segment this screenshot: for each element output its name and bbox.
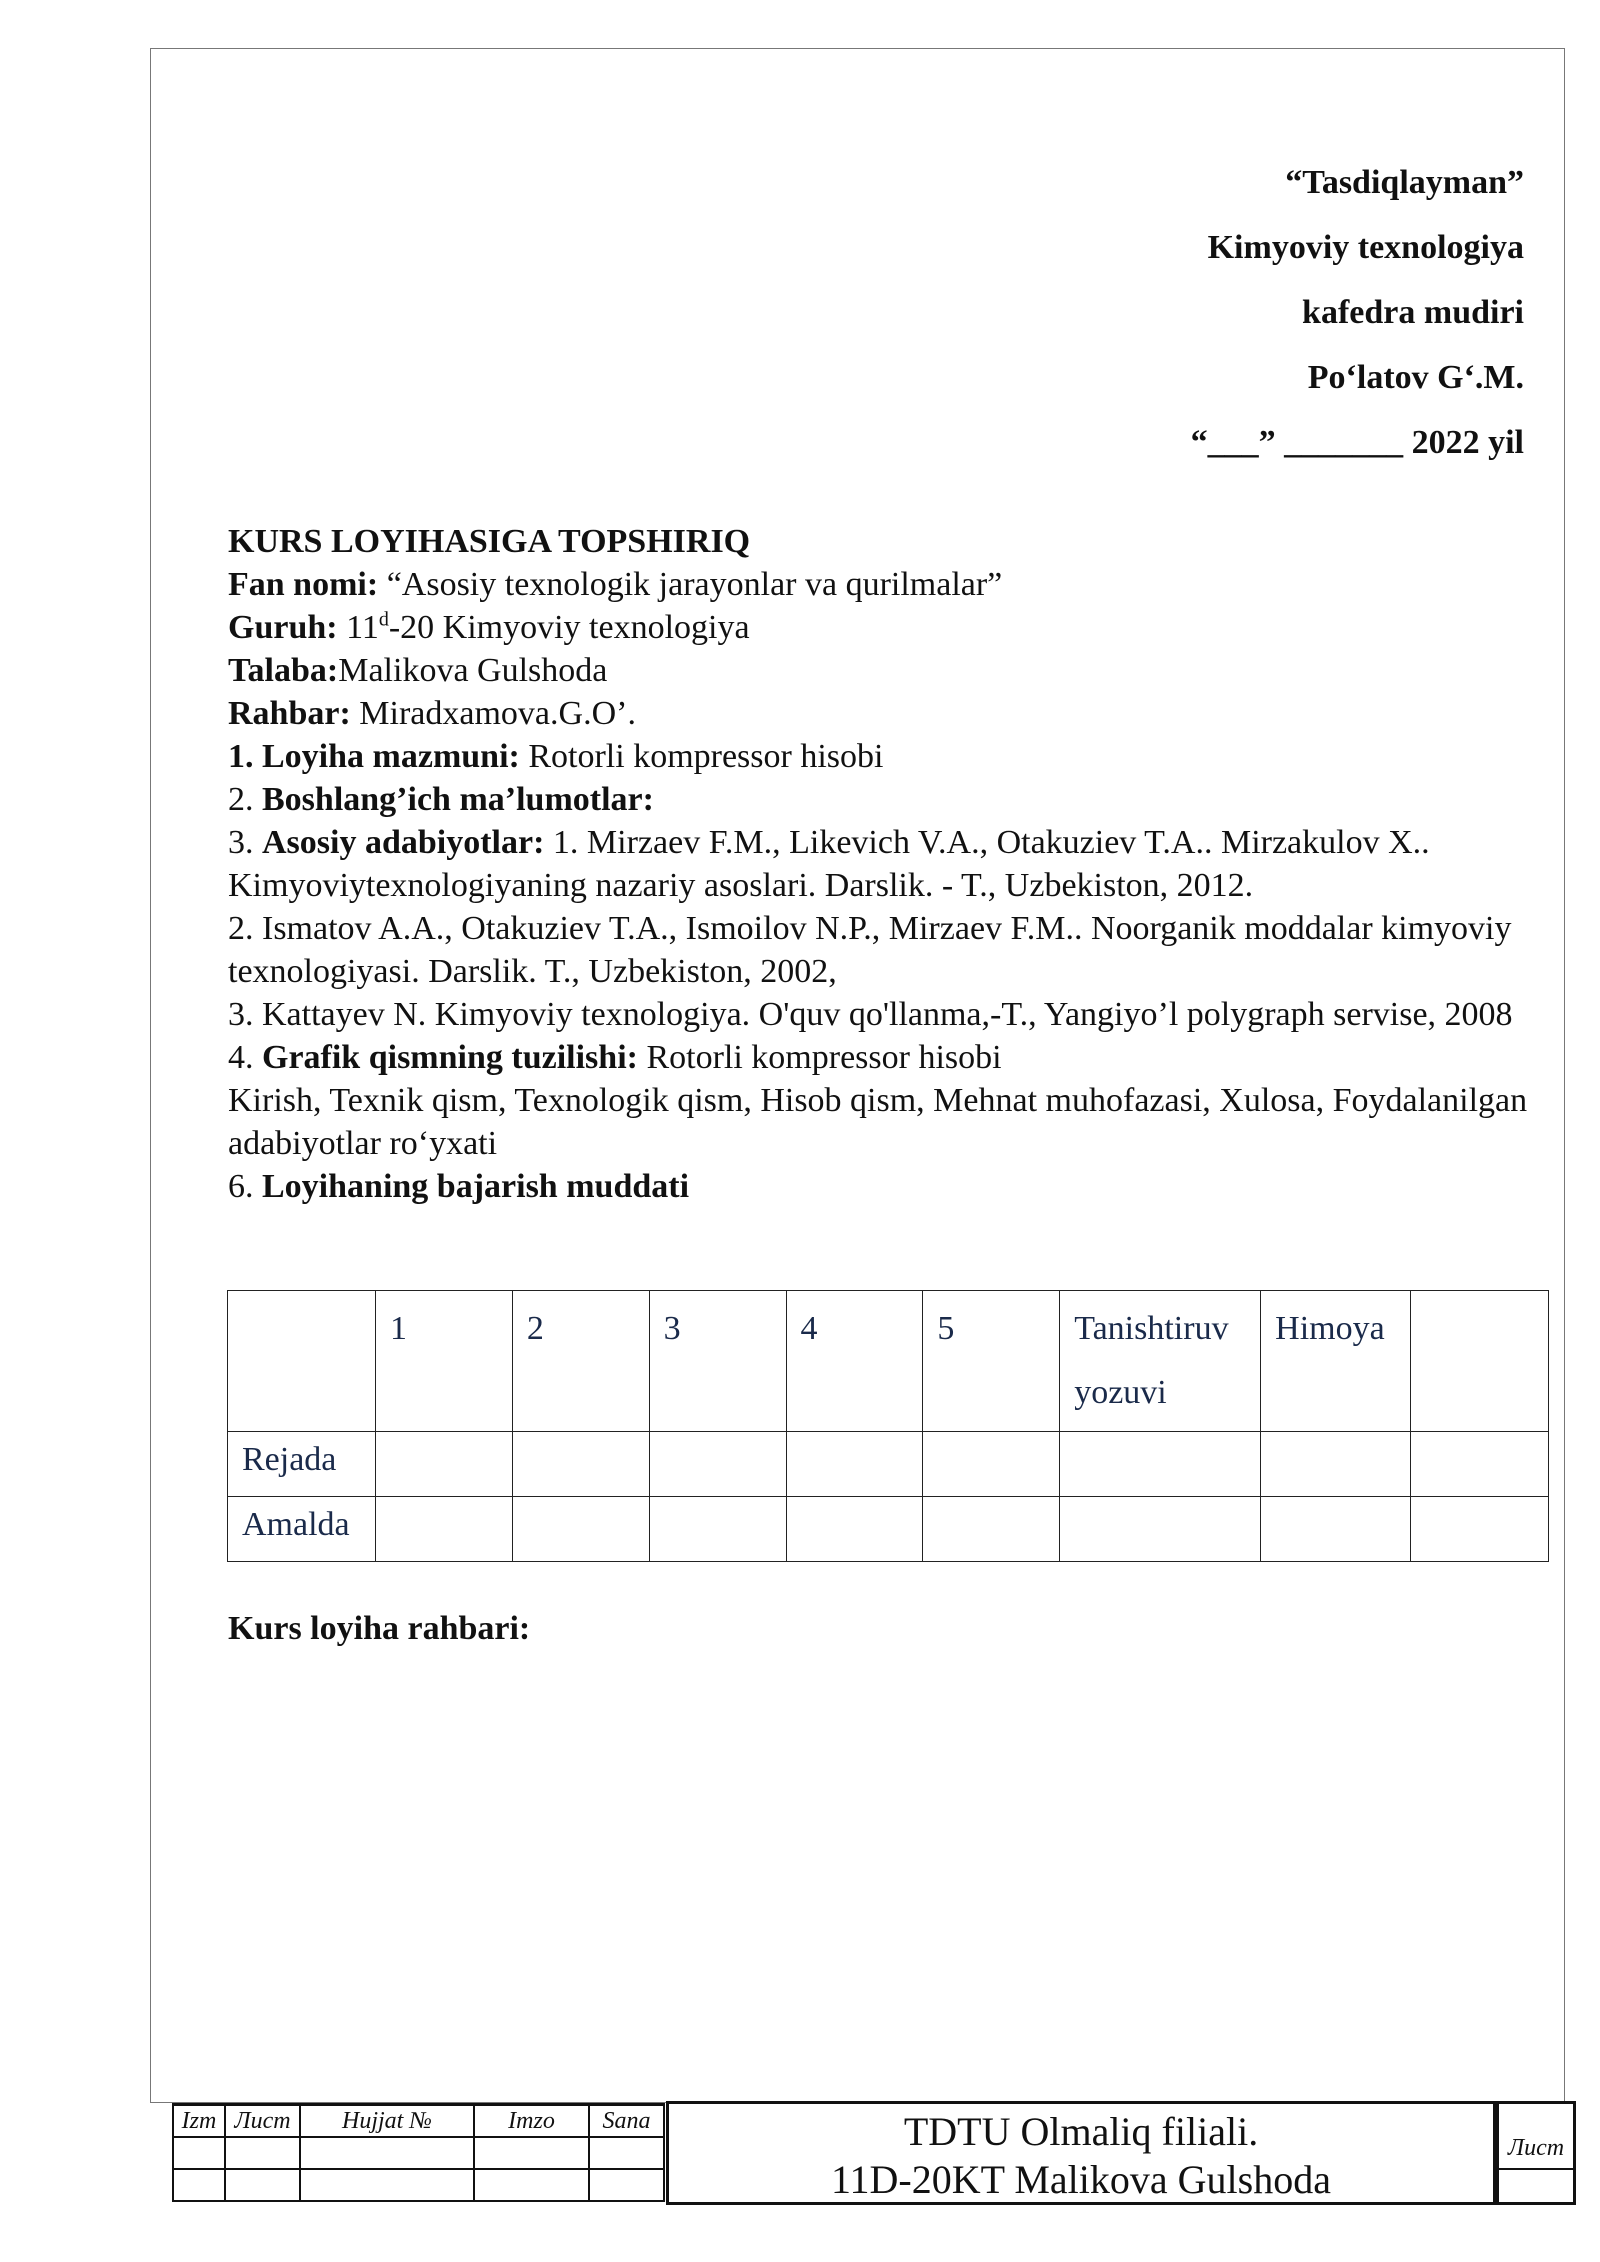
item-1-label: 1. Loyiha mazmuni: [228,738,520,775]
table-cell[interactable] [649,1432,786,1497]
item-6 [228,1165,1528,1208]
student-label: Talaba: [228,652,339,689]
student-value: Malikova Gulshoda [338,652,608,689]
item-3-label: Asosiy adabiyotlar: [262,824,545,861]
table-cell[interactable] [649,1497,786,1562]
izm-label: Izm [173,2105,225,2138]
signature-label: Imzo [474,2105,589,2138]
table-cell[interactable] [375,1497,512,1562]
table-row [228,1432,1549,1497]
table-header-cell: 3 [649,1291,786,1432]
table-header-cell [1411,1291,1549,1432]
assignment-body [228,520,1528,1208]
student-code-name: 11D-20KT Malikova Gulshoda [831,2157,1331,2202]
reference-2: 2. Ismatov A.A., Otakuziev T.A., Ismoilov N.P., Mirzaev F.M.. Noorganik moddalar kimyoviy texnologiyasi. Darslik. T., Uzbekiston, 2002, [228,910,1512,990]
table-cell[interactable] [512,1497,649,1562]
supervisor-value: Miradxamova.G.O’. [350,695,636,732]
organization-name: TDTU Olmaliq filiali. [903,2109,1259,2154]
table-cell[interactable] [786,1497,923,1562]
document-number-label: Hujjat № [300,2105,474,2138]
title-block-row [173,2137,664,2169]
item-6-num: 6. [228,1168,262,1205]
subject-label: Fan nomi: [228,566,379,603]
table-cell[interactable] [923,1497,1060,1562]
group-line [228,606,1528,649]
table-cell[interactable] [1060,1497,1261,1562]
approval-date-line: “___” _______ 2022 yil [1190,424,1524,461]
item-1 [228,735,1528,778]
schedule-table [227,1290,1549,1562]
item-3 [228,821,1528,907]
approval-line: Kimyoviy texnologiya [1207,229,1524,266]
sheet-number-label: Лист [1499,2128,1573,2170]
item-4-label: Grafik qismning tuzilishi: [262,1039,638,1076]
table-header-cell: Tanishtiruv yozuvi [1060,1291,1261,1432]
table-cell[interactable] [512,1432,649,1497]
subject-value: “Asosiy texnologik jarayonlar va qurilmalar” [378,566,1003,603]
table-header-cell: Himoya [1261,1291,1411,1432]
student-line [228,649,1528,692]
table-row [228,1497,1549,1562]
page-title: KURS LOYIHASIGA TOPSHIRIQ [228,523,751,560]
item-4 [228,1036,1528,1079]
table-header-cell [228,1291,376,1432]
table-cell[interactable] [1261,1432,1411,1497]
approval-line: “Tasdiqlayman” [1285,164,1524,201]
table-cell[interactable] [375,1432,512,1497]
table-header-cell: 5 [923,1291,1060,1432]
table-cell[interactable] [1411,1432,1549,1497]
table-header-cell: 1 [375,1291,512,1432]
item-2 [228,778,1528,821]
subject-line [228,563,1528,606]
approval-line: kafedra mudiri [1302,294,1524,331]
table-cell[interactable] [1261,1497,1411,1562]
item-1-value: Rotorli kompressor hisobi [519,738,884,775]
supervisor-line [228,692,1528,735]
group-label: Guruh: [228,609,338,646]
group-value-sup: d [378,608,389,631]
item-6-label: Loyihaning bajarish muddati [262,1168,690,1205]
title-block-grid [172,2103,665,2202]
title-block-main [666,2101,1496,2205]
title-block-header-row [173,2105,664,2138]
group-value-pre: 11 [337,609,379,646]
table-cell[interactable] [923,1432,1060,1497]
reference-1: 1. Mirzaev F.M., Likevich V.A., Otakuziev T.A.. Mirzakulov X.. Kimyoviytexnologiyaning nazariy asoslari. Darslik. - T., Uzbekiston, 2012. [228,824,1430,904]
table-header-cell: 4 [786,1291,923,1432]
approval-block [824,150,1524,475]
item-4-value: Rotorli kompressor hisobi [637,1039,1002,1076]
supervisor-signature-label: Kurs loyiha rahbari: [228,1610,531,1647]
row-label-actual: Amalda [228,1497,376,1562]
item-4-parts: Kirish, Texnik qism, Texnologik qism, Hisob qism, Mehnat muhofazasi, Xulosa, Foydalanilgan adabiyotlar ro‘yxati [228,1082,1528,1162]
title-block-row [173,2169,664,2201]
item-2-num: 2. [228,781,262,818]
approval-line: Po‘latov G‘.M. [1307,359,1524,396]
table-header-row [228,1291,1549,1432]
sheet-number-box [1496,2101,1576,2205]
supervisor-label: Rahbar: [228,695,351,732]
table-cell[interactable] [786,1432,923,1497]
sheet-label: Лист [225,2105,300,2138]
item-2-label: Boshlang’ich ma’lumotlar: [262,781,654,818]
reference-3: 3. Kattayev N. Kimyoviy texnologiya. O'quv qo'llanma,-T., Yangiyo’l polygraph servise, 2008 [228,996,1513,1033]
item-3-num: 3. [228,824,262,861]
table-cell[interactable] [1060,1432,1261,1497]
date-label: Sana [589,2105,664,2138]
item-4-num: 4. [228,1039,262,1076]
row-label-planned: Rejada [228,1432,376,1497]
table-cell[interactable] [1411,1497,1549,1562]
group-value-post: -20 Kimyoviy texnologiya [388,609,750,646]
table-header-cell: 2 [512,1291,649,1432]
